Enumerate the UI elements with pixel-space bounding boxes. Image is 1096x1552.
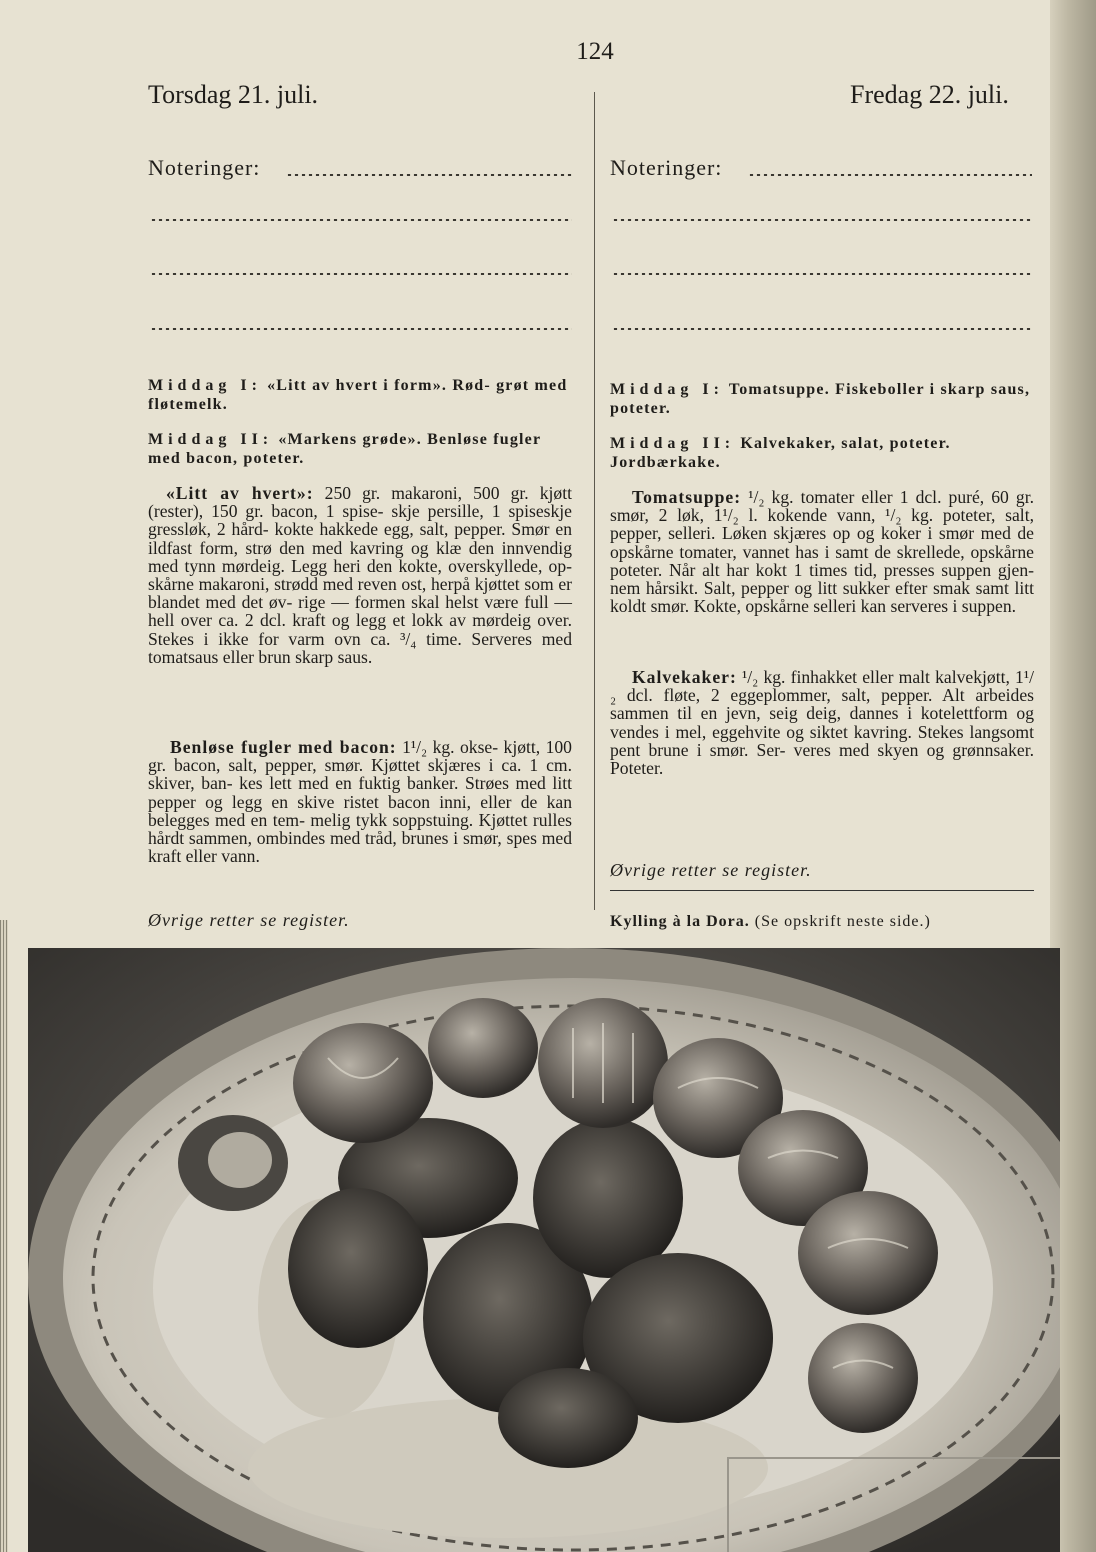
notes-line [150, 328, 572, 330]
recipe-benlose-fugler [148, 738, 572, 865]
recipe-title: Tomatsuppe: [632, 487, 742, 507]
caption-title: Kylling à la Dora. [610, 913, 750, 930]
dish-photo-image [28, 948, 1060, 1552]
menu-text: Kalvekaker, salat, poteter. Jordbærkake. [610, 435, 951, 471]
notes-line [286, 174, 572, 176]
notes-line [150, 273, 572, 275]
menu-right-1 [610, 380, 1034, 418]
menu-left-1 [148, 376, 572, 414]
recipe-litt-av-hvert [148, 484, 572, 666]
caption-rule [610, 890, 1034, 891]
recipe-title: «Litt av hvert»: [166, 483, 314, 503]
notes-line [612, 219, 1032, 221]
menu-label: Middag I: [148, 377, 262, 394]
caption-reference: (Se opskrift neste side.) [754, 913, 931, 930]
menu-text: «Litt av hvert i form». Rød- grøt med fløtemelk. [148, 377, 568, 413]
notes-label-right: Noteringer: [610, 155, 723, 180]
menu-label: Middag II: [148, 431, 274, 448]
recipe-text: 250 gr. makaroni, 500 gr. kjøtt (rester), 150 gr. bacon, 1 spise- skje persille, 1 spiseskje gressløk, 2 hård- kokte hakkede egg, salt, pepper. Smør en ildfast form, strø den med kavring og klæ den innvendig med tynn mørdeig. Legg heri den kokte, overskyllede, op- skårne makaroni, strødd med reven ost, herpå kjøttet som er blandet med det øv- rige — formen skal helst være full — hell over ca. 2 dcl. kraft og legg et lokk av mørdeig over. Stekes i ikke for varm ovn ca. ³/₄ time. Serveres med tomatsaus eller brun skarp saus. [148, 483, 572, 667]
menu-label: Middag I: [610, 381, 724, 398]
footer-register-right: Øvrige retter se register. [610, 860, 812, 880]
recipe-title: Benløse fugler med bacon: [170, 737, 397, 757]
column-divider [594, 92, 595, 910]
page-number: 124 [576, 38, 614, 65]
recipe-kalvekaker [610, 668, 1034, 777]
recipe-title: Kalvekaker: [632, 667, 737, 687]
notes-label-left: Noteringer: [148, 155, 261, 180]
photo-caption [610, 913, 931, 931]
recipe-text: ¹/₂ kg. tomater eller 1 dcl. puré, 60 gr. smør, 2 løk, 1¹/₂ l. kokende vann, ¹/₂ kg. poteter, salt, pepper, selleri. Løken skjæres op og koker i smør med de opskårne tomater, vannet has i samt de skrellede, opskårne poteter. Når alt har kokt 1 times tid, presses suppen gjen- nem hårsikt. Salt, pepper og litt sukker efter smak samt litt koldt smør. Kokte, opskårne selleri kan serveres i suppen. [610, 487, 1034, 617]
notes-line [612, 328, 1032, 330]
notes-line [748, 174, 1032, 176]
menu-left-2 [148, 430, 572, 468]
dish-photo [28, 948, 1060, 1552]
recipe-text: 1¹/₂ kg. okse- kjøtt, 100 gr. bacon, salt, pepper, smør. Kjøttet skjæres i ca. 1 cm. skiver, ban- kes lett med en fuktig banker. Strøes med litt pepper og legg en skive ristet bacon inni, eller de kan belegges med en tem- melig tykk soppstuing. Kjøttet rulles hårdt sammen, ombindes med tråd, brunes i smør, spes med kraft eller vann. [148, 737, 572, 867]
menu-right-2 [610, 434, 1034, 472]
recipe-text: ¹/₂ kg. finhakket eller malt kalvekjøtt, 1¹/₂ dcl. fløte, 2 eggeplommer, salt, pepper. Alt arbeides sammen til en jevn, seig deig, dannes i kotelettform og vendes i mel, eggehvite og siktet kavring. Stekes langsomt pent brune i smør. Ser- veres med skyen og grønnsaker. Poteter. [610, 667, 1034, 779]
menu-text: Tomatsuppe. Fiskeboller i skarp saus, poteter. [610, 381, 1031, 417]
notes-line [150, 219, 572, 221]
footer-register-left: Øvrige retter se register. [148, 910, 350, 930]
day-title-left: Torsdag 21. juli. [148, 80, 319, 109]
page-edge-left [0, 920, 8, 1552]
notes-line [612, 273, 1032, 275]
menu-text: «Markens grøde». Benløse fugler med bacon, poteter. [148, 431, 541, 467]
recipe-tomatsuppe [610, 488, 1034, 615]
day-title-right: Fredag 22. juli. [850, 80, 1009, 109]
menu-label: Middag II: [610, 435, 736, 452]
